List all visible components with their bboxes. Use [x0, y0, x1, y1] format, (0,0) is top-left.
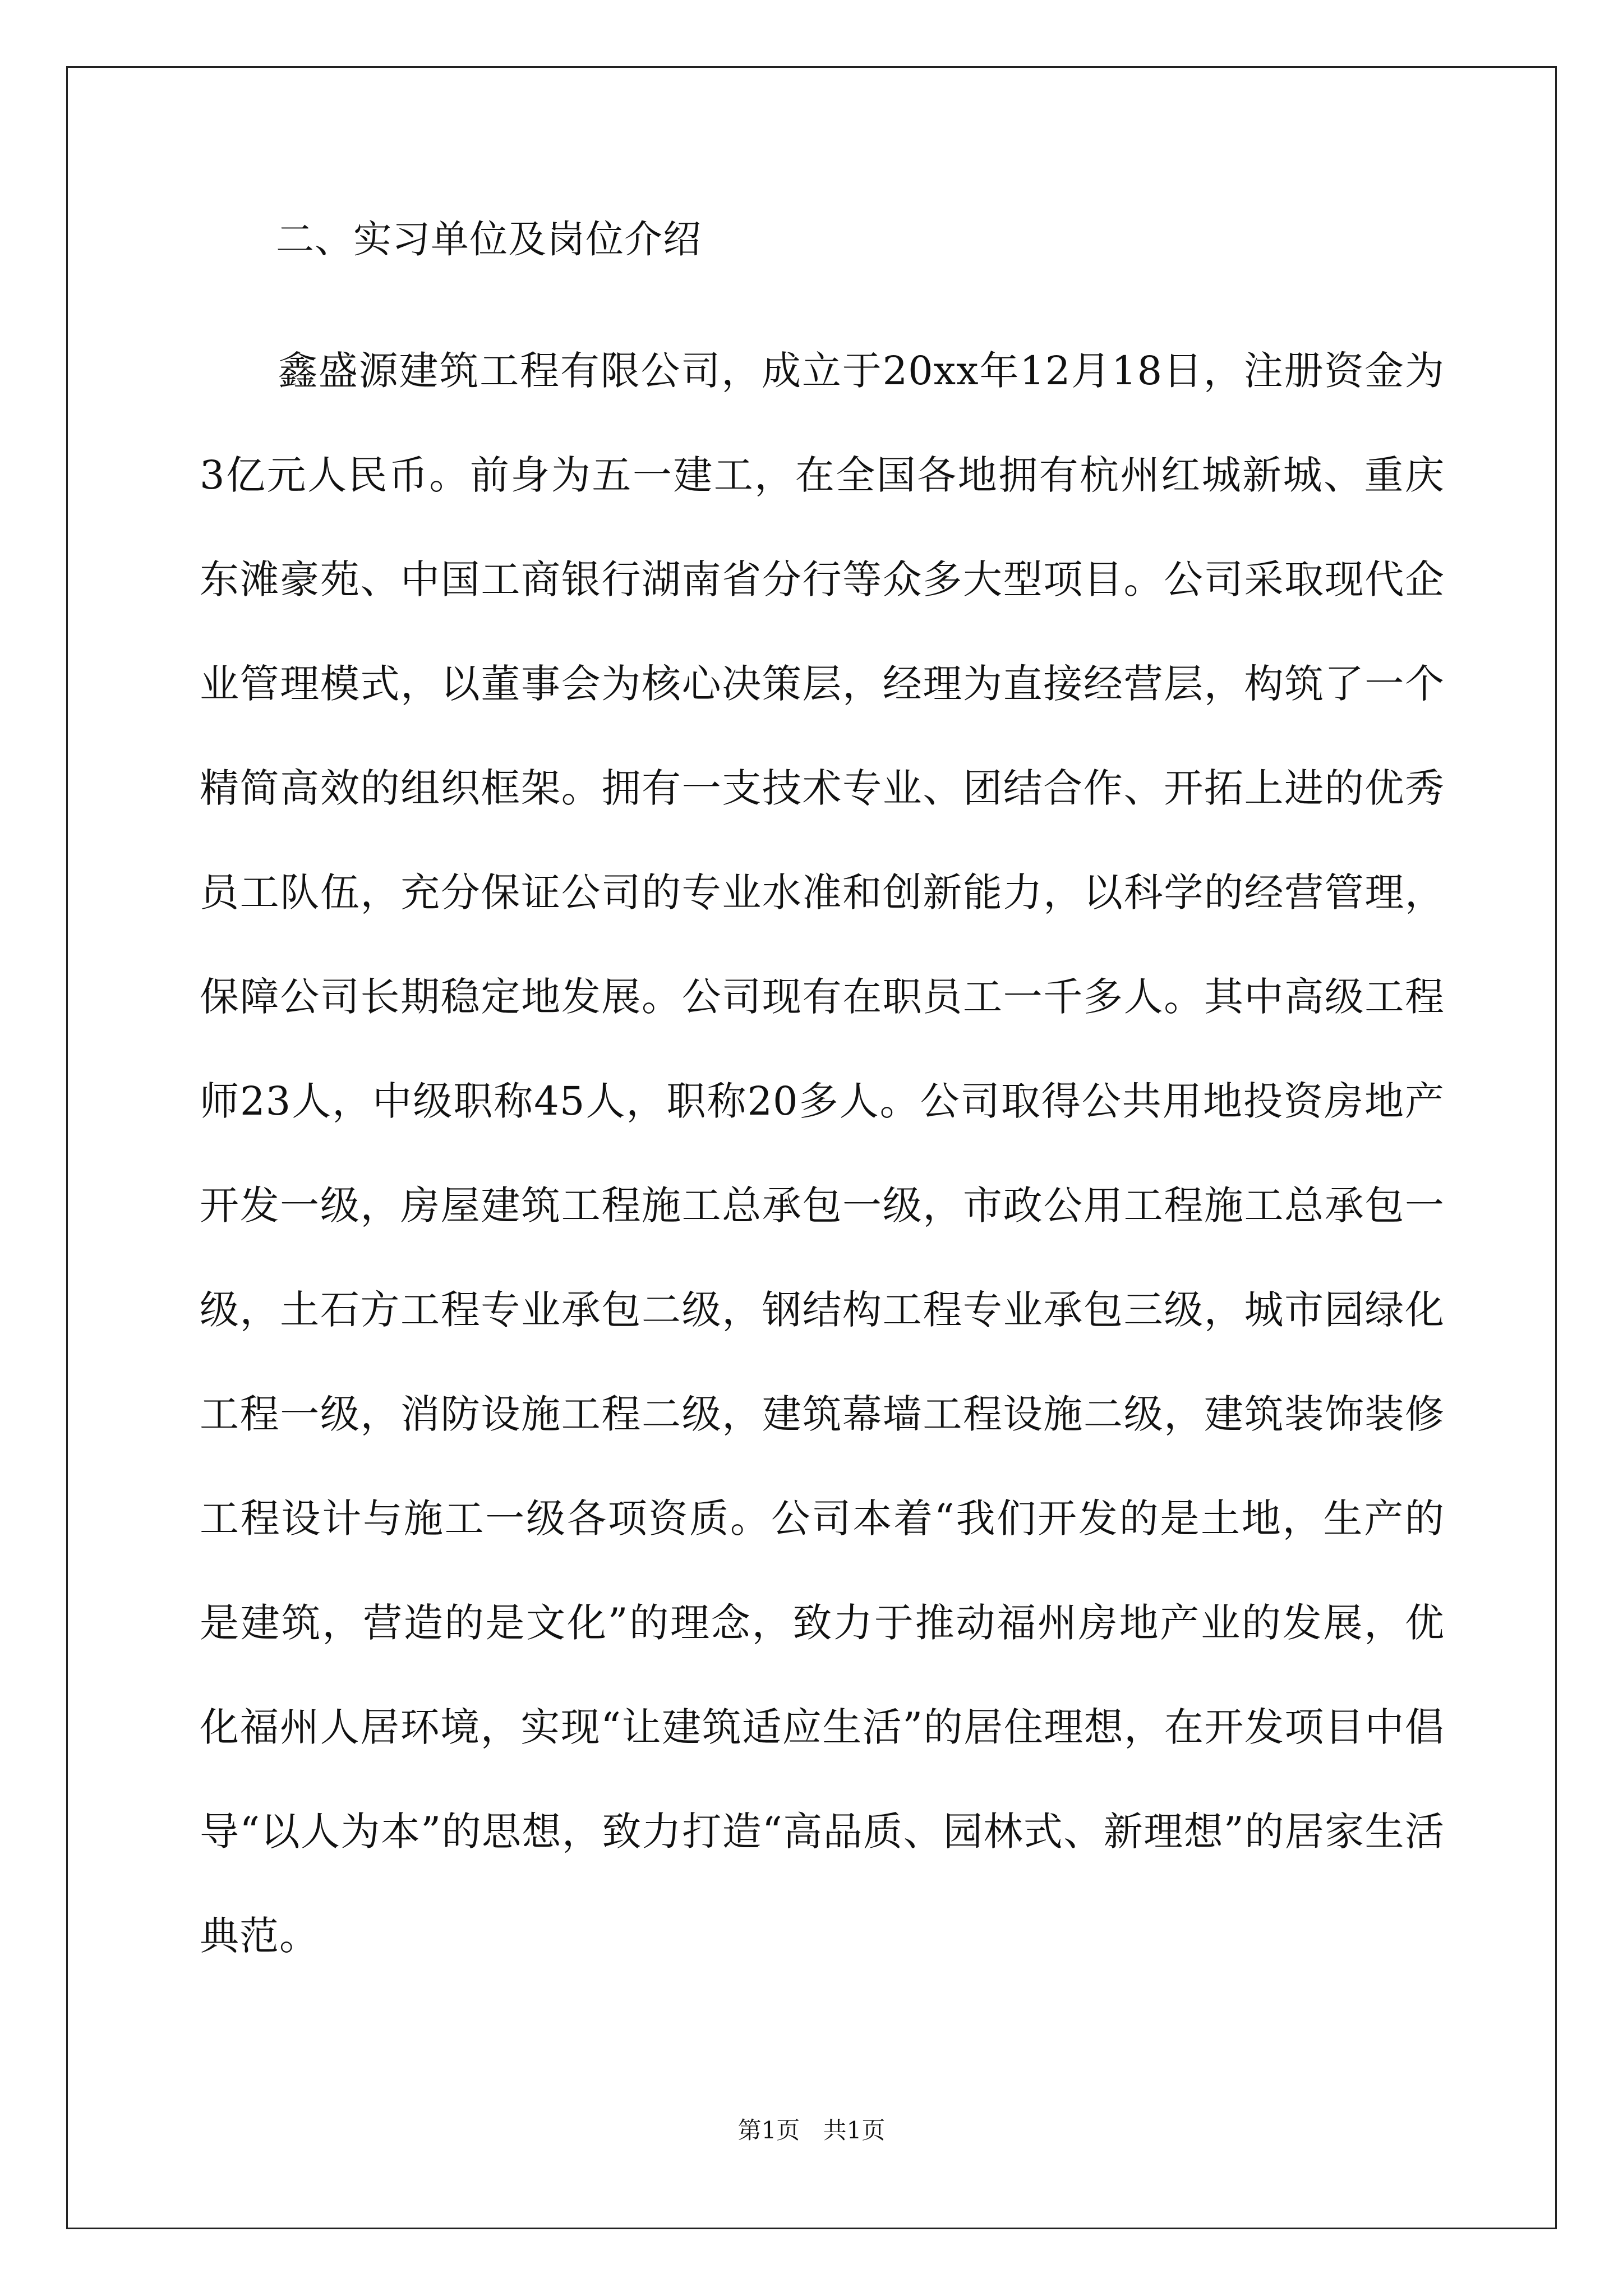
section-heading: 二、实习单位及岗位介绍 — [276, 218, 702, 262]
document-body — [200, 213, 1445, 1988]
page-footer — [0, 2114, 1623, 2147]
body-paragraph: 鑫盛源建筑工程有限公司，成立于20xx年12月18日，注册资金为3亿元人民币。前身为五一建工，在全国各地拥有杭州红城新城、重庆东滩豪苑、中国工商银行湖南省分行等众多大型项目。公司采取现代企业管理模式，以董事会为核心决策层，经理为直接经营层，构筑了一个精简高效的组织框架。拥有一支技术专业、团结合作、开拓上进的优秀员工队伍，充分保证公司的专业水准和创新能力，以科学的经营管理，保障公司长期稳定地发展。公司现有在职员工一千多人。其中高级工程师23人，中级职称45人，职称20多人。公司取得公共用地投资房地产开发一级，房屋建筑工程施工总承包一级，市政公用工程施工总承包一级，土石方工程专业承包二级，钢结构工程专业承包三级，城市园绿化工程一级，消防设施工程二级，建筑幕墙工程设施二级，建筑装饰装修工程设计与施工一级各项资质。公司本着“我们开发的是土地，生产的是建筑，营造的是文化”的理念，致力于推动福州房地产业的发展，优化福州人居环境，实现“让建筑适应生活”的居住理想，在开发项目中倡导“以人为本”的思想，致力打造“高品质、园林式、新理想”的居家生活典范。 — [200, 348, 1445, 1959]
page-number: 第1页 — [737, 2116, 800, 2144]
total-pages: 共1页 — [823, 2116, 886, 2144]
